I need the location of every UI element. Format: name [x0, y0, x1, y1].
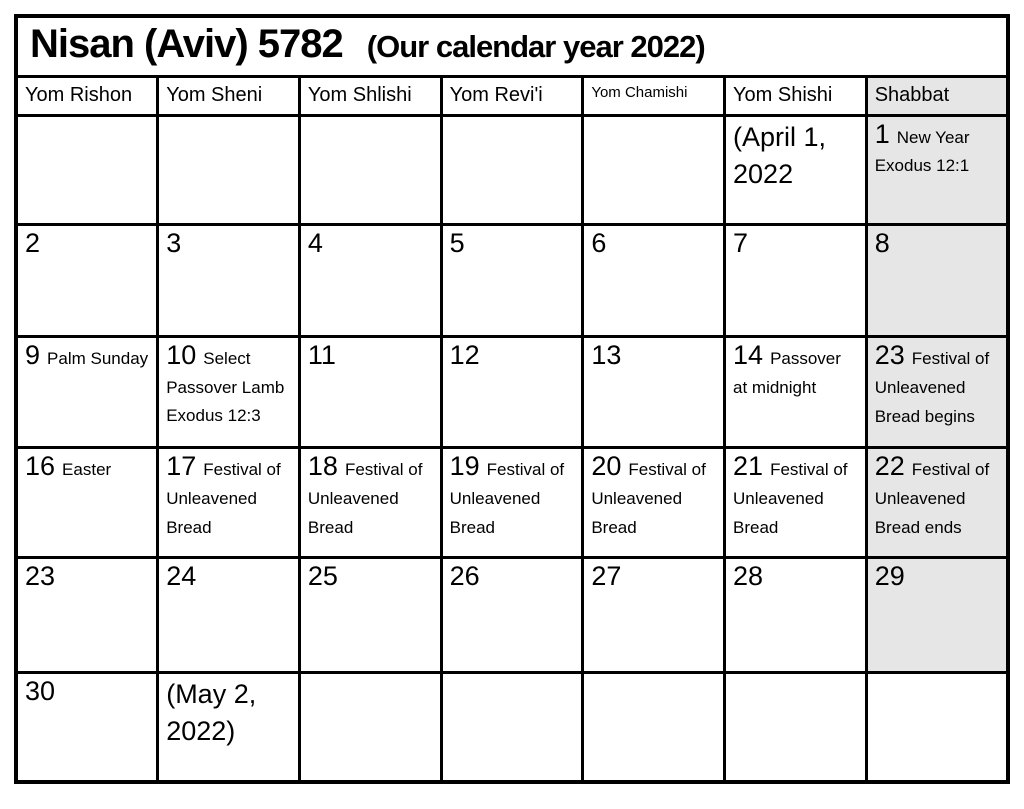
- day-number: 2: [25, 227, 41, 258]
- day-number: 17: [166, 450, 197, 481]
- day-cell: [16, 557, 158, 672]
- week-row: [16, 115, 1008, 224]
- day-number: 23: [25, 560, 56, 591]
- empty-day-cell: [866, 672, 1008, 782]
- day-cell: [725, 557, 867, 672]
- day-note: Festival of Unleavened Bread: [449, 459, 565, 537]
- weekday-header-row: [16, 76, 1008, 115]
- day-note: Festival of Unleavened Bread: [591, 459, 706, 537]
- day-number: 11: [307, 339, 336, 370]
- day-cell: [158, 557, 300, 672]
- empty-day-cell: [16, 115, 158, 224]
- empty-day-cell: [158, 115, 300, 224]
- day-number: 26: [449, 560, 480, 591]
- day-note: Festival of Unleavened Bread ends: [874, 459, 990, 537]
- day-cell: [866, 115, 1008, 224]
- week-row: [16, 672, 1008, 782]
- week-row: [16, 557, 1008, 672]
- day-cell: [16, 224, 158, 336]
- day-cell: [16, 672, 158, 782]
- day-number: 10: [166, 339, 197, 370]
- day-note: New Year: [896, 127, 970, 147]
- day-cell: [725, 336, 867, 447]
- week-row: [16, 447, 1008, 557]
- day-cell: [299, 557, 441, 672]
- day-note: Easter: [62, 459, 112, 479]
- day-cell: [158, 447, 300, 557]
- day-cell: [299, 447, 441, 557]
- day-number: 13: [591, 339, 622, 370]
- empty-day-cell: [441, 672, 583, 782]
- day-number: 14: [733, 339, 764, 370]
- day-number: 1: [874, 118, 890, 149]
- day-cell: [583, 336, 725, 447]
- day-note: Select Passover Lamb: [166, 348, 285, 397]
- day-number: 18: [307, 450, 338, 481]
- day-number: 12: [449, 339, 480, 370]
- day-cell: [441, 557, 583, 672]
- day-cell: [583, 447, 725, 557]
- column-header-shabbat: Shabbat: [866, 76, 1008, 115]
- day-number: 24: [166, 560, 197, 591]
- day-number: 22: [874, 450, 905, 481]
- day-number: 3: [166, 227, 182, 258]
- scripture-reference: Exodus 12:1: [874, 155, 970, 175]
- day-number: 19: [449, 450, 480, 481]
- gregorian-date-note: (May 2, 2022): [166, 678, 257, 746]
- day-number: 16: [25, 450, 56, 481]
- day-number: 27: [591, 560, 622, 591]
- day-cell: [158, 224, 300, 336]
- empty-day-cell: [725, 672, 867, 782]
- day-cell: [866, 447, 1008, 557]
- day-cell: [725, 447, 867, 557]
- calendar-table: [14, 14, 1010, 784]
- day-cell: [158, 336, 300, 447]
- day-number: 20: [591, 450, 622, 481]
- day-note: Passover at midnight: [733, 348, 841, 397]
- calendar-title: [16, 16, 1008, 76]
- day-number: 5: [449, 227, 465, 258]
- day-number: 8: [874, 227, 890, 258]
- title-month-year: Nisan (Aviv) 5782: [30, 21, 343, 66]
- day-number: 4: [307, 227, 323, 258]
- day-cell: [16, 447, 158, 557]
- column-header-yom-revi-i: Yom Revi'i: [441, 76, 583, 115]
- day-number: 6: [591, 227, 607, 258]
- empty-day-cell: [299, 115, 441, 224]
- day-cell: [441, 224, 583, 336]
- day-cell: [441, 447, 583, 557]
- day-cell: [158, 672, 300, 782]
- empty-day-cell: [583, 115, 725, 224]
- day-number: 25: [307, 560, 338, 591]
- scripture-reference: Exodus 12:3: [166, 405, 261, 425]
- day-cell: [725, 115, 867, 224]
- day-cell: [866, 557, 1008, 672]
- day-cell: [866, 336, 1008, 447]
- column-header-yom-sheni: Yom Sheni: [158, 76, 300, 115]
- day-cell: [299, 336, 441, 447]
- column-header-yom-rishon: Yom Rishon: [16, 76, 158, 115]
- empty-day-cell: [583, 672, 725, 782]
- day-note: Festival of Unleavened Bread: [166, 459, 281, 537]
- empty-day-cell: [299, 672, 441, 782]
- column-header-yom-shlishi: Yom Shlishi: [299, 76, 441, 115]
- day-number: 23: [874, 339, 905, 370]
- gregorian-date-note: (April 1, 2022: [733, 121, 827, 189]
- column-header-yom-shishi: Yom Shishi: [725, 76, 867, 115]
- day-number: 21: [733, 450, 764, 481]
- title-row: [16, 16, 1008, 76]
- day-note: Festival of Unleavened Bread begins: [874, 348, 990, 426]
- day-note: Festival of Unleavened Bread: [307, 459, 423, 537]
- week-row: [16, 336, 1008, 447]
- day-note: Palm Sunday: [47, 348, 149, 368]
- day-note: Festival of Unleavened Bread: [733, 459, 848, 537]
- day-cell: [583, 224, 725, 336]
- title-gregorian-year: (Our calendar year 2022): [366, 28, 705, 64]
- day-cell: [441, 336, 583, 447]
- day-number: 29: [874, 560, 905, 591]
- day-number: 9: [25, 339, 41, 370]
- day-number: 30: [25, 675, 56, 706]
- day-cell: [725, 224, 867, 336]
- day-cell: [299, 224, 441, 336]
- week-row: [16, 224, 1008, 336]
- empty-day-cell: [441, 115, 583, 224]
- day-number: 28: [733, 560, 764, 591]
- day-cell: [583, 557, 725, 672]
- calendar-page: [14, 14, 1010, 784]
- day-number: 7: [733, 227, 749, 258]
- column-header-yom-chamishi: Yom Chamishi: [583, 76, 725, 115]
- day-cell: [16, 336, 158, 447]
- day-cell: [866, 224, 1008, 336]
